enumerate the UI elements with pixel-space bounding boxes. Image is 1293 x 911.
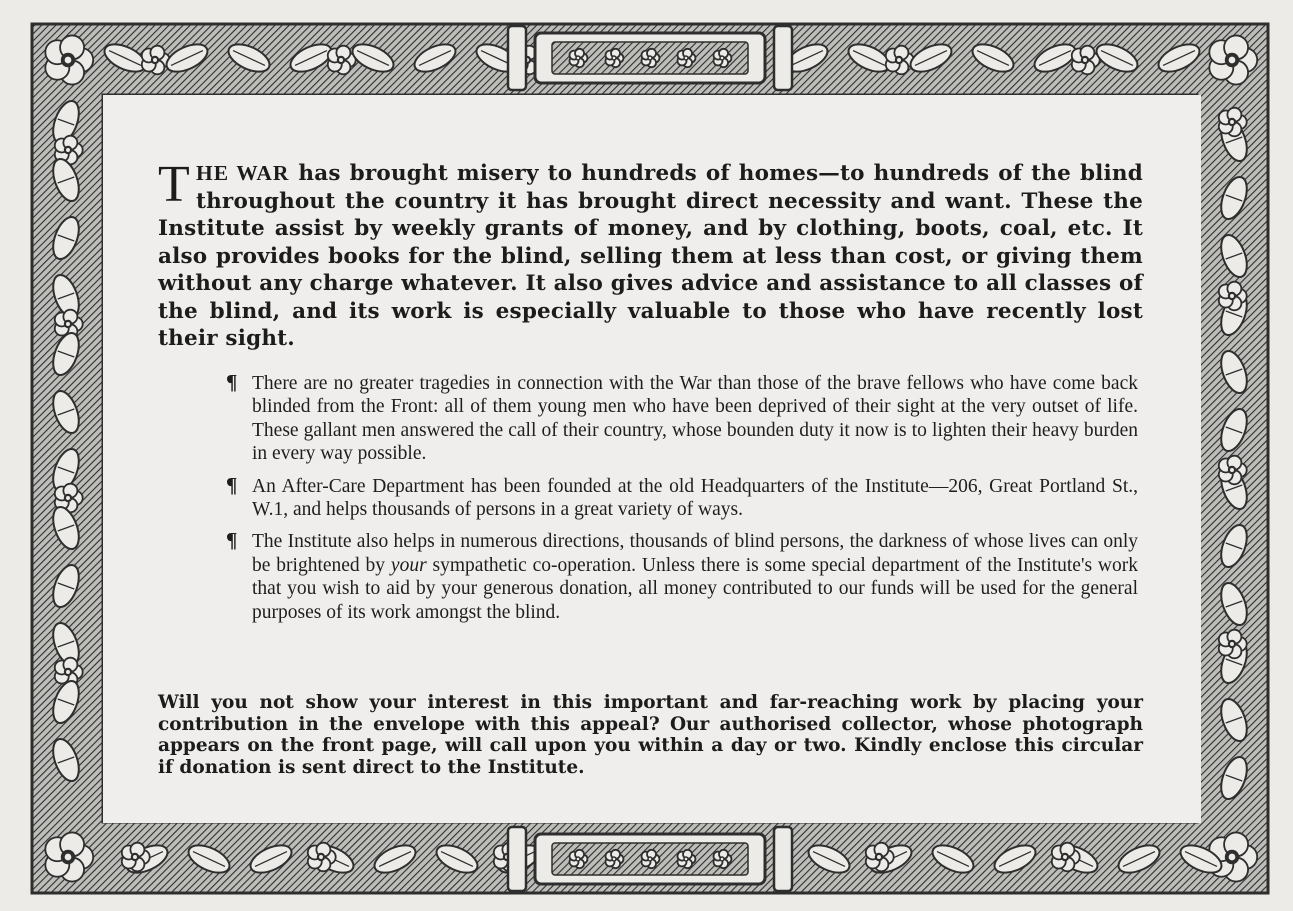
flower-dot-icon (133, 855, 137, 859)
flower-dot-icon (685, 57, 688, 60)
flower-dot-icon (1230, 294, 1234, 298)
scroll-roll-right (774, 26, 792, 90)
flower-dot-icon (1229, 854, 1236, 861)
paragraph-text: An After-Care Department has been founded at the old Headquarters of the Institute—206, Great Portland St., W.1, and helps thousands of persons in a great variety of ways. (252, 475, 1138, 521)
body-paragraphs (226, 372, 1138, 633)
paragraph-war-blinded (226, 372, 1138, 466)
paragraph-text-end: sympathetic co-operation. Unless there is some special department of the Institute's work that you wish to aid by your generous donation, all money contributed to our funds will be used for the general purposes of its work amongst the blind. (252, 554, 1138, 623)
flower-dot-icon (721, 858, 724, 861)
intro-lead-words: HE WAR (195, 161, 290, 185)
paragraph-emphasis: your (390, 554, 427, 576)
flower-dot-icon (877, 855, 881, 859)
flower-dot-icon (1230, 642, 1234, 646)
flower-dot-icon (649, 858, 652, 861)
flower-dot-icon (577, 57, 580, 60)
flower-dot-icon (66, 670, 70, 674)
pilcrow-icon: ¶ (226, 472, 238, 497)
intro-paragraph (158, 156, 1143, 353)
scroll-roll-left (508, 26, 526, 90)
paragraph-after-care (226, 472, 1138, 522)
flower-dot-icon (577, 858, 580, 861)
flower-dot-icon (613, 57, 616, 60)
flower-dot-icon (685, 858, 688, 861)
paragraph-text: There are no greater tragedies in connection with the War than those of the brave fellows who have come back blinded from the Front: all of them young men who have been deprived of their sight at the very outset of life. These gallant men answered the call of their country, whose bounden duty it now is to lighten their heavy burden in every way possible. (252, 373, 1138, 465)
flower-dot-icon (66, 322, 70, 326)
flower-dot-icon (1230, 468, 1234, 472)
flower-dot-icon (897, 58, 901, 62)
paragraph-institute-help (226, 530, 1138, 624)
scroll-roll-right (774, 827, 792, 891)
flower-dot-icon (66, 496, 70, 500)
flower-dot-icon (721, 57, 724, 60)
drop-cap: T (158, 156, 190, 213)
flower-dot-icon (1230, 120, 1234, 124)
flower-dot-icon (339, 58, 343, 62)
flower-dot-icon (319, 855, 323, 859)
paragraph-text: The Institute also helps in numerous directions, thousands of blind persons, the darkness of whose lives can only be brightened by (252, 531, 1138, 576)
flower-dot-icon (613, 858, 616, 861)
flower-dot-icon (153, 58, 157, 62)
intro-text: has brought misery to hundreds of homes—to hundreds of the blind throughout the country it has brought direct necessity and want. These the Institute assist by weekly grants of money, and by clothing, boots, coal, etc. It also provides books for the blind, selling them at less than cost, or giving them without any charge whatever. It also gives advice and assistance to all classes of the blind, and its work is especially valuable to those who have recently lost their sight. (158, 161, 1143, 351)
closing-text: Will you not show your interest in this important and far-reaching work by placing your contribution in the envelope with this appeal? Our authorised collector, whose photograph appears on the front page, will call upon you within a day or two. Kindly enclose this circular if donation is sent direct to the Institute. (158, 692, 1143, 778)
flower-dot-icon (66, 148, 70, 152)
flower-dot-icon (1229, 57, 1236, 64)
scroll-roll-left (508, 827, 526, 891)
pilcrow-icon: ¶ (226, 528, 238, 553)
flower-dot-icon (649, 57, 652, 60)
flower-dot-icon (65, 854, 72, 861)
flower-dot-icon (1063, 855, 1067, 859)
closing-appeal (158, 692, 1143, 778)
flower-dot-icon (65, 57, 72, 64)
pilcrow-icon: ¶ (226, 370, 238, 394)
flower-dot-icon (1083, 58, 1087, 62)
